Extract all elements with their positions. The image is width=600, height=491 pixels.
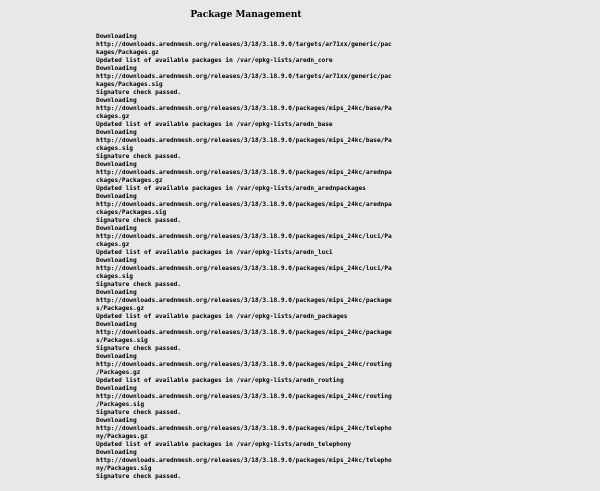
log-line: Signature check passed. <box>96 89 182 96</box>
log-line: Downloading <box>96 97 137 104</box>
log-line: Downloading <box>96 225 137 232</box>
log-line: http://downloads.arednmesh.org/releases/3/18/3.18.9.0/packages/mips_24kc/routing <box>96 361 392 368</box>
log-line: Updated list of available packages in /var/opkg-lists/aredn_arednpackages <box>96 185 366 192</box>
log-line: Signature check passed. <box>96 217 182 224</box>
log-line: Updated list of available packages in /var/opkg-lists/aredn_luci <box>96 249 333 256</box>
log-line: http://downloads.arednmesh.org/releases/3/18/3.18.9.0/packages/mips_24kc/package <box>96 297 392 304</box>
log-line: Downloading <box>96 417 137 424</box>
log-line: kages/Packages.sig <box>96 81 163 88</box>
log-line: Signature check passed. <box>96 345 182 352</box>
package-update-log <box>96 33 406 481</box>
log-line: Downloading <box>96 193 137 200</box>
log-line: http://downloads.arednmesh.org/releases/3/18/3.18.9.0/packages/mips_24kc/luci/Pa <box>96 265 392 272</box>
log-line: http://downloads.arednmesh.org/releases/3/18/3.18.9.0/packages/mips_24kc/base/Pa <box>96 137 392 144</box>
log-line: Updated list of available packages in /var/opkg-lists/aredn_packages <box>96 313 348 320</box>
log-line: Downloading <box>96 353 137 360</box>
log-line: /Packages.sig <box>96 401 145 408</box>
log-line: Signature check passed. <box>96 473 182 480</box>
log-line: Downloading <box>96 33 137 40</box>
log-line: ny/Packages.sig <box>96 465 152 472</box>
log-line: Signature check passed. <box>96 409 182 416</box>
log-line: http://downloads.arednmesh.org/releases/3/18/3.18.9.0/packages/mips_24kc/telepho <box>96 425 392 432</box>
log-line: Downloading <box>96 65 137 72</box>
log-line: Signature check passed. <box>96 153 182 160</box>
log-line: Downloading <box>96 385 137 392</box>
log-line: ckages/Packages.gz <box>96 177 163 184</box>
log-line: http://downloads.arednmesh.org/releases/3/18/3.18.9.0/packages/mips_24kc/telepho <box>96 457 392 464</box>
log-line: Downloading <box>96 257 137 264</box>
log-line: http://downloads.arednmesh.org/releases/3/18/3.18.9.0/packages/mips_24kc/base/Pa <box>96 105 392 112</box>
log-line: Updated list of available packages in /var/opkg-lists/aredn_telephony <box>96 441 352 448</box>
log-line: ckages.gz <box>96 113 130 120</box>
log-line: kages/Packages.gz <box>96 49 159 56</box>
log-line: s/Packages.gz <box>96 305 145 312</box>
log-line: Updated list of available packages in /var/opkg-lists/aredn_base <box>96 121 333 128</box>
log-line: Downloading <box>96 321 137 328</box>
page-title: Package Management <box>190 10 302 20</box>
log-line: http://downloads.arednmesh.org/releases/3/18/3.18.9.0/packages/mips_24kc/routing <box>96 393 392 400</box>
log-line: Downloading <box>96 289 137 296</box>
log-line: Downloading <box>96 161 137 168</box>
log-line: http://downloads.arednmesh.org/releases/3/18/3.18.9.0/packages/mips_24kc/package <box>96 329 392 336</box>
log-line: Downloading <box>96 449 137 456</box>
log-line: ckages.sig <box>96 273 133 280</box>
log-line: ckages.gz <box>96 241 130 248</box>
log-line: Updated list of available packages in /var/opkg-lists/aredn_core <box>96 57 333 64</box>
log-line: Downloading <box>96 129 137 136</box>
log-line: http://downloads.arednmesh.org/releases/3/18/3.18.9.0/packages/mips_24kc/arednpa <box>96 169 392 176</box>
log-line: ny/Packages.gz <box>96 433 148 440</box>
log-line: http://downloads.arednmesh.org/releases/3/18/3.18.9.0/packages/mips_24kc/arednpa <box>96 201 392 208</box>
log-line: ckages/Packages.sig <box>96 209 167 216</box>
log-line: s/Packages.sig <box>96 337 148 344</box>
log-line: http://downloads.arednmesh.org/releases/3/18/3.18.9.0/packages/mips_24kc/luci/Pa <box>96 233 392 240</box>
log-line: Updated list of available packages in /var/opkg-lists/aredn_routing <box>96 377 344 384</box>
log-line: http://downloads.arednmesh.org/releases/3/18/3.18.9.0/targets/ar71xx/generic/pac <box>96 41 392 48</box>
log-line: ckages.sig <box>96 145 133 152</box>
log-line: Signature check passed. <box>96 281 182 288</box>
log-line: /Packages.gz <box>96 369 141 376</box>
log-line: http://downloads.arednmesh.org/releases/3/18/3.18.9.0/targets/ar71xx/generic/pac <box>96 73 392 80</box>
